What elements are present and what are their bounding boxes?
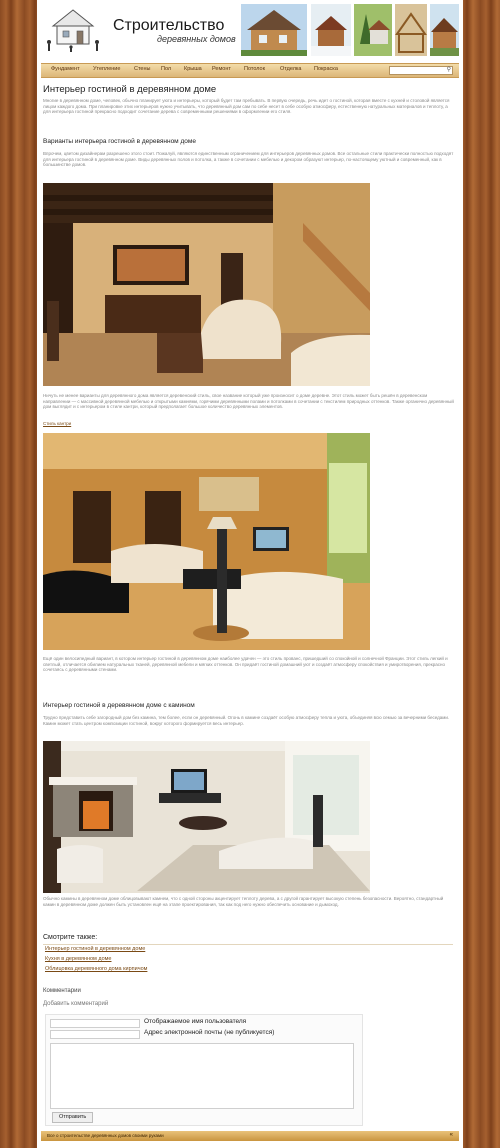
nav-item-foundation[interactable]: Фундамент <box>51 66 80 72</box>
main-nav <box>41 63 459 78</box>
logo-title[interactable]: Строительство <box>113 17 225 34</box>
site-footer <box>41 1131 459 1141</box>
site-header <box>37 0 463 60</box>
submit-button[interactable]: Отправить <box>52 1112 93 1123</box>
see-also-link-living-room[interactable]: Интерьер гостиной в деревянном доме <box>45 946 146 952</box>
nav-item-walls[interactable]: Стены <box>134 66 151 72</box>
living-room-fireplace-photo <box>43 741 370 893</box>
header-photo-frame <box>395 4 427 56</box>
see-also-heading: Смотрите также: <box>43 934 98 941</box>
header-photo-log-house <box>430 4 459 56</box>
footer-text: Все о строительстве деревянных домов своими руками <box>47 1133 164 1138</box>
section-paragraph: Впрочем, цветом дизайнерам разрешено этого стоит. Пожалуй, являются единственным ограничением для интерьеров деревянных домов. Все остальные стили практически полностью подходят для интерьера гостиной в деревянном доме. Виды деревянных полов и потолка, а также в сочетании с мебелью и декором образуют интерьер, по-настоящему уютный и современный, как в большинстве домов. <box>43 151 454 167</box>
page-title: Интерьер гостиной в деревянном доме <box>43 84 217 95</box>
nav-item-finishing[interactable]: Отделка <box>280 66 302 72</box>
nav-item-ceiling[interactable]: Потолок <box>244 66 266 72</box>
header-photo-house <box>241 4 307 56</box>
header-photo-cabin <box>311 4 351 56</box>
email-field-label: Адрес электронной почты (не публикуется) <box>144 1029 275 1036</box>
see-also-divider <box>43 944 453 945</box>
section-heading-variants: Варианты интерьера гостиной в деревянном доме <box>43 138 196 145</box>
logo-subtitle: деревянных домов <box>157 34 236 44</box>
comment-textarea[interactable] <box>50 1043 354 1109</box>
living-room-photo-1 <box>43 183 370 386</box>
email-field[interactable] <box>50 1030 140 1039</box>
intro-paragraph: Многие в деревянном доме, человек, обычно планирует уюта и интерьеры, который будет там пребывать. В первую очередь, речь идет о гостиной, которая вместе с кухней и столовой является лицом каждого дома. При планировке этих интерьеров нужно учитывать, что деревянный дом сам по себе несет в себе особую атмосферу, естественную натуральных материалов и теплоту, а для интерьера гостиной прекрасно подходит сочетание дерева с современными решениями в оформлении его стиля. <box>43 98 450 114</box>
section-heading-fireplace: Интерьер гостиной в деревянном доме с камином <box>43 702 195 709</box>
comments-heading: Комментарии <box>43 988 81 994</box>
page <box>37 0 463 1148</box>
nav-item-floor[interactable]: Пол <box>161 66 172 72</box>
nav-item-repair[interactable]: Ремонт <box>212 66 231 72</box>
see-also-link-brick-cladding[interactable]: Облицовка деревянного дома кирпичом <box>45 966 148 972</box>
header-photo-trees <box>354 4 392 56</box>
nav-item-roof[interactable]: Крыша <box>184 66 202 72</box>
section-paragraph-fireplace: Трудно представить себе загородный дом без камина, тем более, если он деревянный. Огонь в камине создаёт особую атмосферу тепла и уюта, объединяя всю семью за вечерними беседами. Камин может стать центром композиции гостиной, вокруг которого формируется весь интерьер. <box>43 715 450 726</box>
see-also-link-kitchen[interactable]: Кухня в деревянном доме <box>45 956 112 962</box>
section-paragraph-provence: Ещё один велосипедный вариант, в котором интерьер гостиной в деревянном доме наиболее удачен — это стиль прованс, пришедший со спокойной и солнечной Франции. Этот стиль легкий и светлый, отличается обилием натуральных тканей, деревянной мебели и мягких оттенков. Он придаёт гостиной домашний уют и создаёт атмосферу спокойствия и умиротворения, прекрасно сочетаясь с деревянными стенами. <box>43 656 448 672</box>
section-paragraph-country: Ничуть не менее варианты для деревянного дома является деревенский стиль, свое название который уже произносит о доме деревне. Этот стиль может быть решён в деревенском направлении — с массивной деревянной мебелью и открытыми камнями, горячими деревянными полами и потолками в сочетании с текстилем природных оттенков. Также органично деревянный дом выглядит и с интерьером в стиле кантри, который предполагает большое количество деревянных элементов. <box>43 393 454 409</box>
nav-item-insulation[interactable]: Утепление <box>93 66 121 72</box>
search-input[interactable] <box>389 66 453 75</box>
search-icon[interactable]: ⚲ <box>446 67 451 73</box>
section-paragraph-fireplace-2: Обычно камины в деревянном доме облицовывают камнем, что с одной стороны акцентирует теплоту дерева, а с другой гарантирует высокую степень безопасности. Вероятно, стандартный камин в деревянном доме должен быть установлен ещё на этапе проектирования, так как под него нужно обеспечить основание и дымоход. <box>43 896 444 907</box>
scroll-top-icon[interactable]: « <box>449 1132 453 1138</box>
comment-form <box>45 1014 363 1126</box>
add-comment-heading: Добавить комментарий <box>43 1001 109 1007</box>
name-field[interactable] <box>50 1019 140 1028</box>
living-room-photo-2 <box>43 433 370 650</box>
name-field-label: Отображаемое имя пользователя <box>144 1018 247 1025</box>
nav-item-painting[interactable]: Покраска <box>314 66 338 72</box>
house-logo-icon[interactable] <box>43 4 103 52</box>
inline-link-country[interactable]: Стиль кантри <box>43 421 72 426</box>
header-photo-strip <box>241 4 459 56</box>
